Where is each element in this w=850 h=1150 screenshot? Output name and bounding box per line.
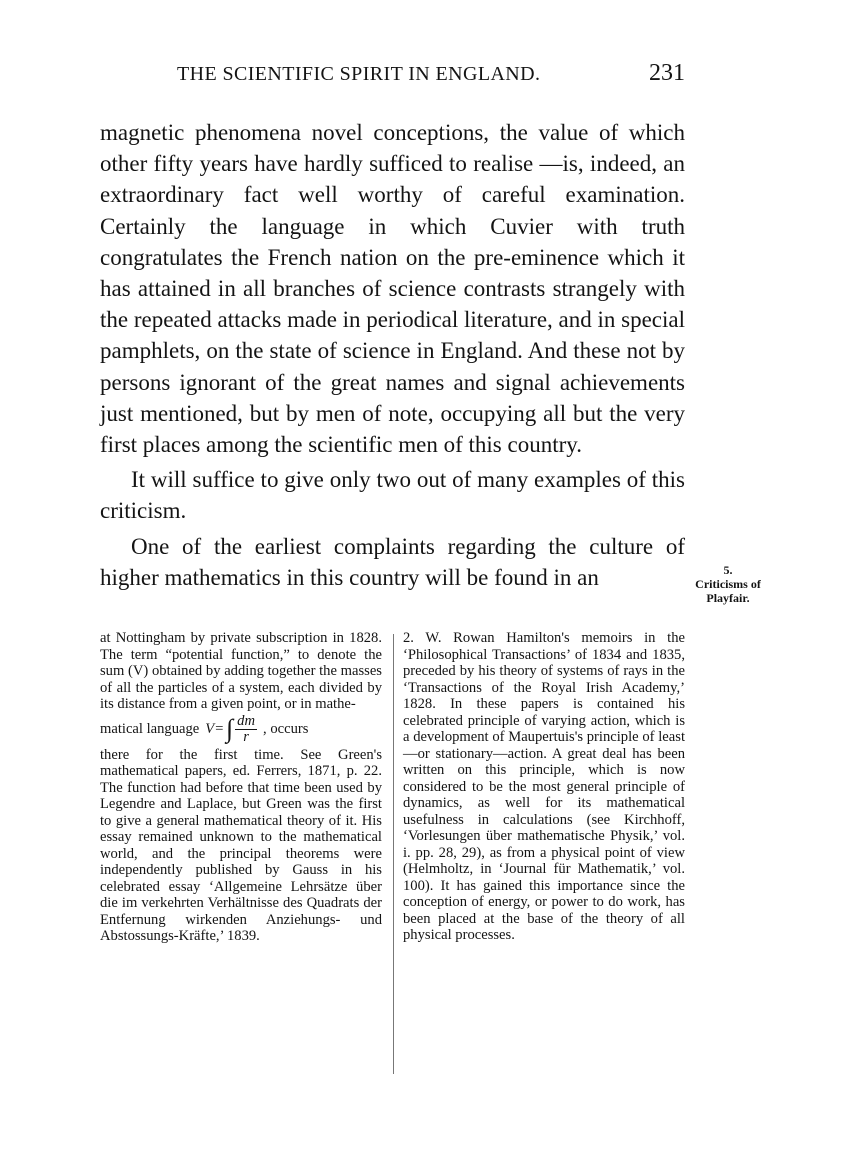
running-header xyxy=(100,60,685,94)
margin-note-number: 5. xyxy=(723,563,733,577)
paragraph-2: It will suffice to give only two out of many examples of this criticism. xyxy=(100,467,685,524)
formula-lhs: V= xyxy=(205,720,225,737)
column-divider xyxy=(393,634,394,1074)
potential-formula xyxy=(205,714,257,745)
formula-line xyxy=(100,714,382,745)
footnote-left-text-1: at Nottingham by private subscription in 1828. The term “potential function,” to denote the sum (V) obtained by adding together the masses of all the particles of a system, each divided by its distance from a given point, or in mathe- xyxy=(100,630,382,712)
footnote-left-column xyxy=(100,630,382,945)
integral-sign: ∫ xyxy=(226,714,234,743)
running-title: THE SCIENTIFIC SPIRIT IN ENGLAND. xyxy=(177,63,541,85)
margin-note-text: Criticisms of Playfair. xyxy=(695,577,761,605)
footnote-left-text-2: there for the first time. See Green's mathematical papers, ed. Ferrers, 1871, p. 22. The function had before that time been used by Legendre and Laplace, but Green was the first to give a general mathematical theory of it. His essay remained unknown to the mathematical world, and the principal theorems were independently published by Gauss in his celebrated essay ‘Allgemeine Lehrsätze über die im verkehrten Verhältnisse des Quadrats der Entfernung wirkenden Anziehungs- und Abstossungs-Kräfte,’ 1839. xyxy=(100,746,382,944)
paragraph-1: magnetic phenomena novel conceptions, the value of which other fifty years have hardly sufficed to realise —is, indeed, an extraordinary fact well worthy of careful examination. Certainly the language in which Cuvier with truth congratulates the French nation on the pre-eminence which it has attained in all branches of science contrasts strangely with the repeated attacks made in periodical literature, and in special pamphlets, on the state of science in England. And these not by persons ignorant of the great names and signal achievements just mentioned, but by men of note, occupying all but the very first places among the scientific men of this country. xyxy=(100,120,685,458)
margin-note xyxy=(688,563,768,605)
footnotes xyxy=(100,630,685,1080)
formula-fraction xyxy=(235,714,257,745)
formula-suffix: , occurs xyxy=(263,720,309,737)
main-text xyxy=(100,117,685,593)
formula-prefix: matical language xyxy=(100,720,200,737)
page-number: 231 xyxy=(649,60,685,86)
paragraph-3: One of the earliest complaints regarding the culture of higher mathematics in this country will be found in an xyxy=(100,533,685,590)
footnote-right-column: 2. W. Rowan Hamilton's memoirs in the ‘Philosophical Transactions’ of 1834 and 1835, preceded by his theory of systems of rays in the ‘Transactions of the Royal Irish Academy,’ 1828. In these papers is contained his celebrated principle of varying action, which is a development of Maupertuis's principle of least—or stationary—action. A great deal has been written on this principle, which is now considered to be the most general principle of dynamics, as well for its mathematical usefulness in calculations (see Kirchhoff, ‘Vorlesungen über mathematische Physik,’ vol. i. pp. 28, 29), as from a physical point of view (Helmholtz, in ‘Journal für Mathematik,’ vol. 100). It has gained this importance since the conception of energy, or power to do work, has been placed at the base of the theory of all physical processes. xyxy=(403,630,685,943)
formula-numerator: dm xyxy=(237,712,256,729)
formula-denominator: r xyxy=(243,728,249,745)
